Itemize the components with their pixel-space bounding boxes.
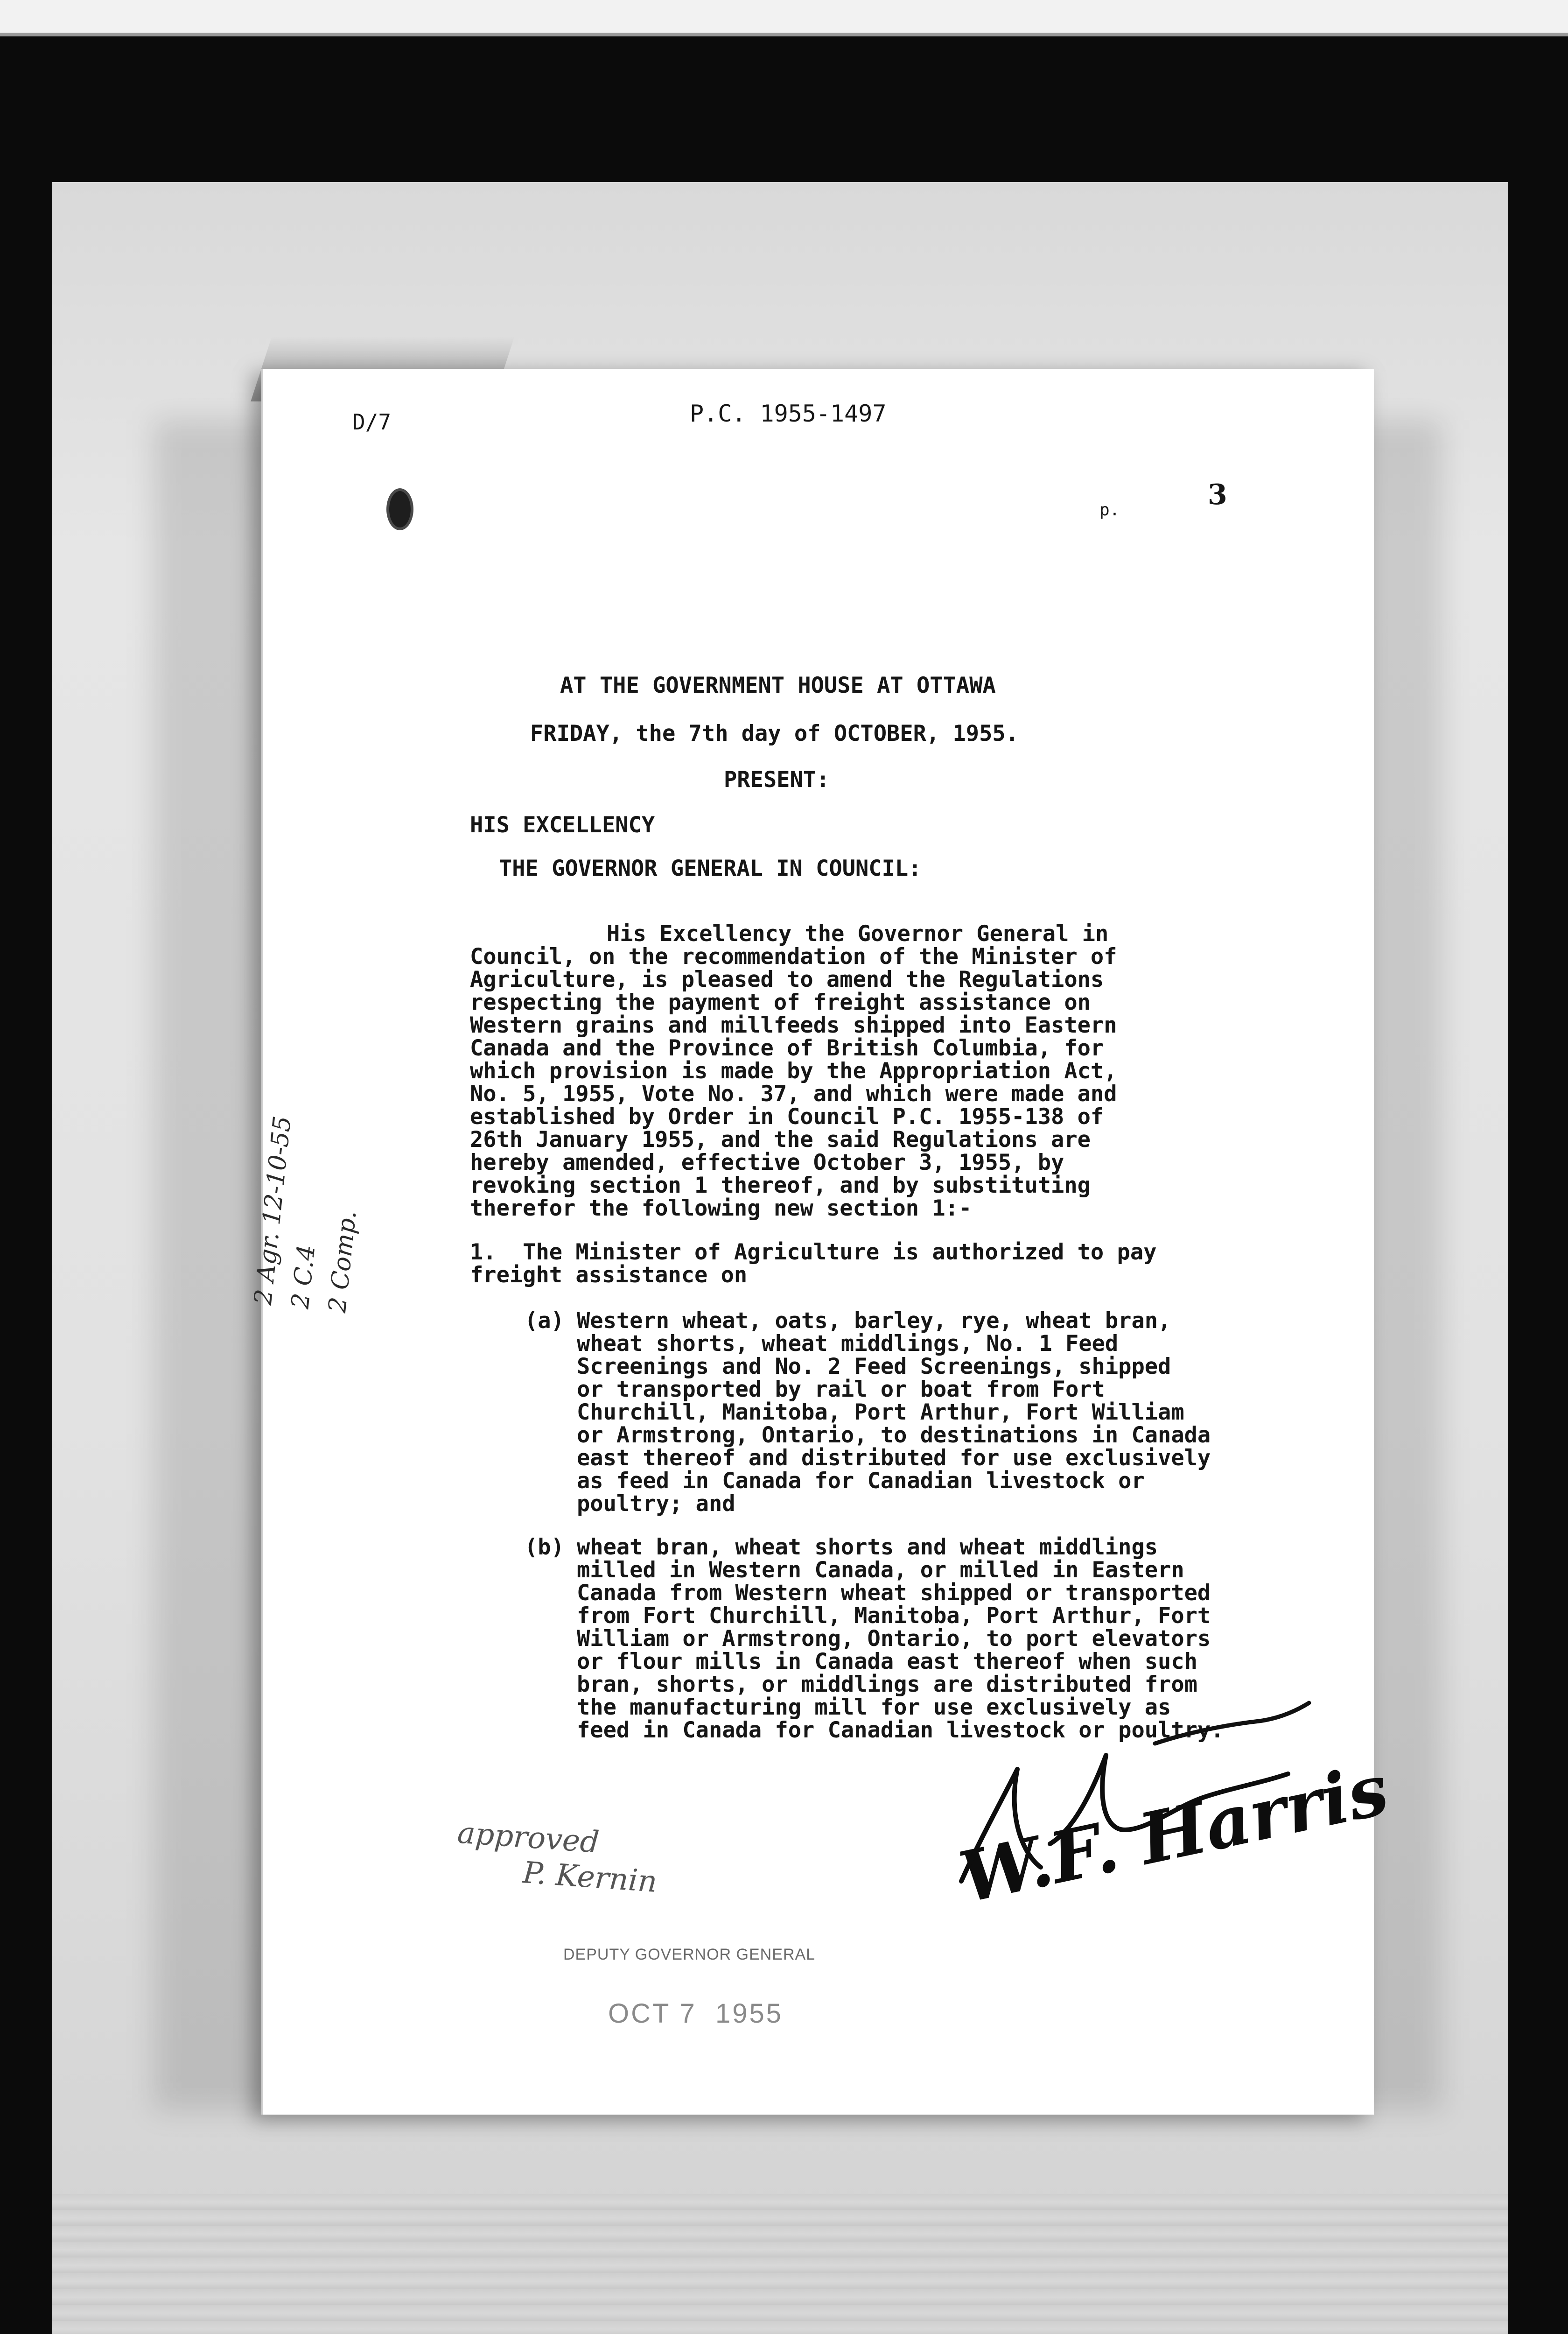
margin-note-line: 2 Agr. 12-10-55 bbox=[249, 1115, 297, 1307]
signature-stroke bbox=[952, 1727, 1335, 1905]
preamble-line: Canada and the Province of British Columbia, for bbox=[470, 1035, 1104, 1061]
governor-in-council-label: THE GOVERNOR GENERAL IN COUNCIL: bbox=[499, 856, 922, 881]
item-a-line: poultry; and bbox=[577, 1491, 735, 1517]
item-b-line: bran, shorts, or middlings are distributed from bbox=[577, 1672, 1197, 1697]
section-line: freight assistance on bbox=[470, 1262, 748, 1288]
film-top-strip bbox=[0, 0, 1568, 36]
preamble-line: hereby amended, effective October 3, 1955, by bbox=[470, 1150, 1064, 1175]
item-a-label: (a) bbox=[525, 1308, 564, 1334]
approval-note-line: approved bbox=[456, 1815, 601, 1860]
preamble-line: revoking section 1 thereof, and by substituting bbox=[470, 1173, 1091, 1198]
item-a-line: as feed in Canada for Canadian livestock or bbox=[577, 1468, 1145, 1494]
item-a-line: or transported by rail or boat from Fort bbox=[577, 1377, 1105, 1402]
margin-notes bbox=[194, 1103, 474, 1325]
preamble-line: respecting the payment of freight assistance on bbox=[470, 990, 1091, 1015]
page-mark: 3 bbox=[1208, 478, 1227, 511]
item-b-line: feed in Canada for Canadian livestock or poultry. bbox=[577, 1717, 1224, 1743]
stamp-title: DEPUTY GOVERNOR GENERAL bbox=[563, 1946, 816, 1963]
item-a-line: east thereof and distributed for use exclusively bbox=[577, 1445, 1211, 1471]
approval-note-line: P. Kernin bbox=[521, 1856, 658, 1899]
item-a-line: Churchill, Manitoba, Port Arthur, Fort William bbox=[577, 1399, 1184, 1425]
item-b-line: Canada from Western wheat shipped or transported bbox=[577, 1580, 1211, 1606]
margin-note-line: 2 C.4 bbox=[286, 1244, 321, 1310]
location-heading: AT THE GOVERNMENT HOUSE AT OTTAWA bbox=[560, 673, 996, 698]
item-a-line: or Armstrong, Ontario, to destinations in Canada bbox=[577, 1422, 1211, 1448]
margin-note-line: 2 Comp. bbox=[323, 1209, 362, 1315]
section-line: 1. The Minister of Agriculture is authorized to pay bbox=[470, 1239, 1157, 1265]
preamble-line: His Excellency the Governor General in bbox=[607, 921, 1109, 947]
file-code: D/7 bbox=[352, 409, 392, 435]
preamble-line: No. 5, 1955, Vote No. 37, and which were made and bbox=[470, 1081, 1117, 1107]
present-label: PRESENT: bbox=[724, 767, 830, 793]
item-b-line: wheat bran, wheat shorts and wheat middlings bbox=[577, 1534, 1158, 1560]
item-b-line: or flour mills in Canada east thereof when such bbox=[577, 1649, 1197, 1674]
preamble-line: Western grains and millfeeds shipped into Eastern bbox=[470, 1012, 1117, 1038]
signature: W.F. Harris bbox=[952, 1748, 1395, 1919]
item-b-line: the manufacturing mill for use exclusively as bbox=[577, 1694, 1171, 1720]
corner-initial: p. bbox=[1099, 500, 1120, 520]
item-a-line: Western wheat, oats, barley, rye, wheat bran, bbox=[577, 1308, 1171, 1334]
item-b-line: William or Armstrong, Ontario, to port elevators bbox=[577, 1626, 1211, 1652]
date-line: FRIDAY, the 7th day of OCTOBER, 1955. bbox=[530, 721, 1019, 746]
preamble-line: which provision is made by the Appropriation Act, bbox=[470, 1058, 1117, 1084]
stamp-date: OCT 7 1955 bbox=[608, 1998, 784, 2029]
film-top-edge bbox=[0, 33, 1568, 36]
item-b-line: milled in Western Canada, or milled in Eastern bbox=[577, 1557, 1184, 1583]
preamble-line: therefor the following new section 1:- bbox=[470, 1195, 972, 1221]
item-b-line: from Fort Churchill, Manitoba, Port Arthur, Fort bbox=[577, 1603, 1211, 1629]
preamble-line: 26th January 1955, and the said Regulations are bbox=[470, 1127, 1091, 1153]
item-b-label: (b) bbox=[525, 1534, 564, 1560]
his-excellency-label: HIS EXCELLENCY bbox=[470, 812, 655, 838]
item-a-line: wheat shorts, wheat middlings, No. 1 Feed bbox=[577, 1331, 1119, 1357]
order-number: P.C. 1955-1497 bbox=[690, 400, 887, 427]
punch-hole bbox=[386, 488, 413, 530]
preamble-line: Agriculture, is pleased to amend the Regulations bbox=[470, 967, 1104, 992]
item-a-line: Screenings and No. 2 Feed Screenings, shipped bbox=[577, 1354, 1171, 1379]
preamble-line: established by Order in Council P.C. 1955-138 of bbox=[470, 1104, 1104, 1130]
backing-sheet-lower bbox=[52, 2194, 1508, 2334]
preamble-line: Council, on the recommendation of the Minister of bbox=[470, 944, 1117, 970]
